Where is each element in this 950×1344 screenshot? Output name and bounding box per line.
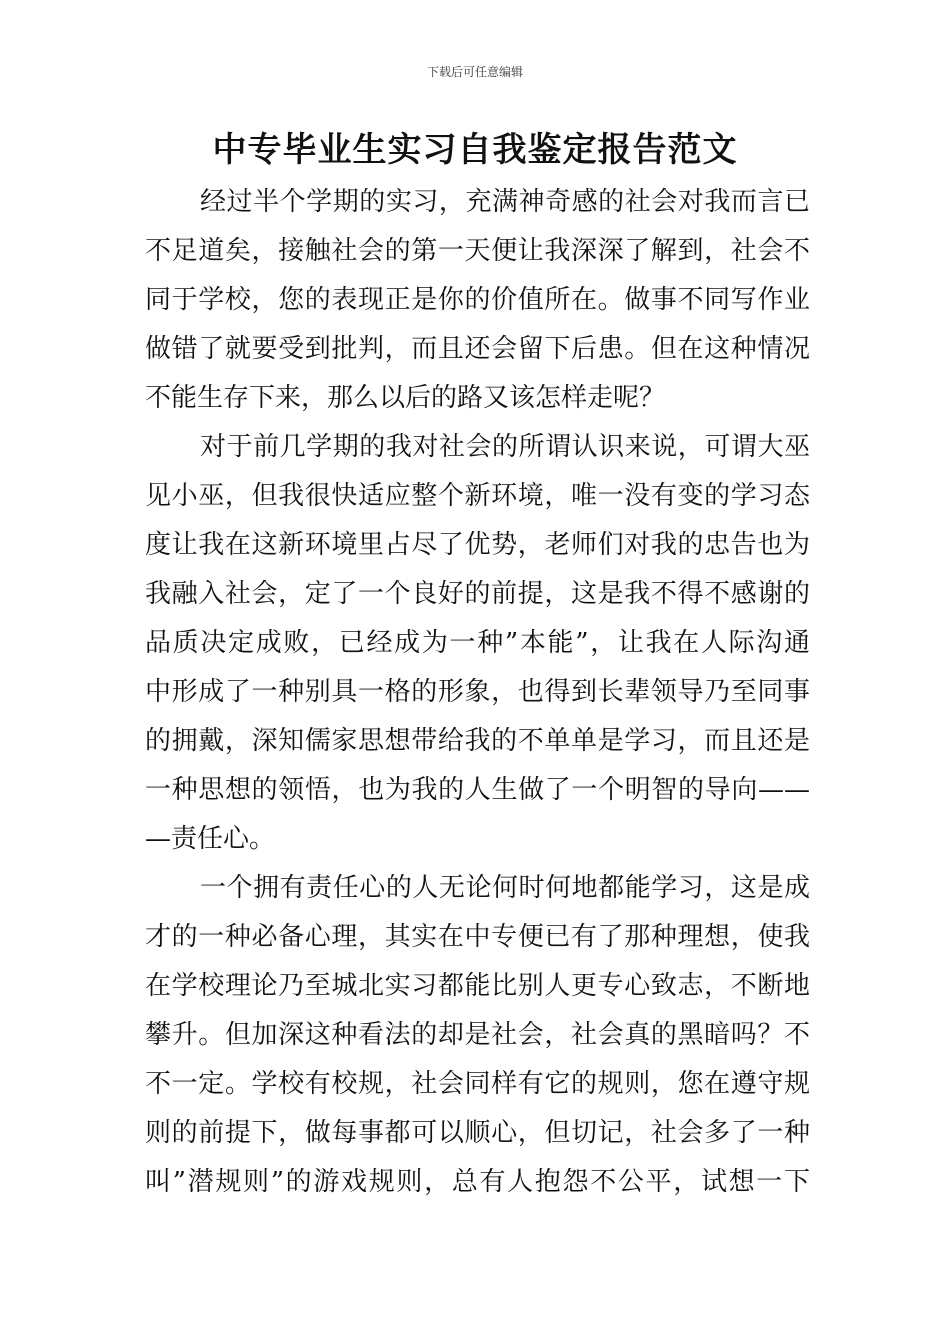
paragraph-line: 中形成了一种别具一格的形象，也得到长辈领导乃至同事: [145, 677, 810, 707]
document-title: 中专毕业生实习自我鉴定报告范文: [212, 130, 738, 170]
paragraph-line: 叫”潜规则”的游戏规则，总有人抱怨不公平，试想一下: [145, 1167, 810, 1197]
paragraph-line: 一个拥有责任心的人无论何时何地都能学习，这是成: [200, 873, 810, 903]
paragraph-2: [145, 423, 810, 864]
paragraph-line: 的拥戴，深知儒家思想带给我的不单单是学习，而且还是: [145, 726, 810, 756]
paragraph-line: 不足道矣，接触社会的第一天便让我深深了解到，社会不: [145, 236, 810, 266]
paragraph-line: 则的前提下，做每事都可以顺心，但切记，社会多了一种: [145, 1118, 810, 1148]
document-body: [145, 178, 810, 1207]
paragraph-line: 度让我在这新环境里占尽了优势，老师们对我的忠告也为: [145, 530, 810, 560]
paragraph-line: 攀升。但加深这种看法的却是社会，社会真的黑暗吗？不: [145, 1020, 810, 1050]
paragraph-3: [145, 864, 810, 1207]
paragraph-line: 我融入社会，定了一个良好的前提，这是我不得不感谢的: [145, 579, 810, 609]
paragraph-line: 在学校理论乃至城北实习都能比别人更专心致志，不断地: [145, 971, 810, 1001]
paragraph-line: 对于前几学期的我对社会的所谓认识来说，可谓大巫: [200, 432, 810, 462]
paragraph-line: 一种思想的领悟，也为我的人生做了一个明智的导向——: [145, 775, 810, 805]
paragraph-line: 不一定。学校有校规，社会同样有它的规则，您在遵守规: [145, 1069, 810, 1099]
paragraph-line: 品质决定成败，已经成为一种”本能”，让我在人际沟通: [145, 628, 810, 658]
header-note: 下载后可任意编辑: [426, 65, 523, 79]
paragraph-line: 做错了就要受到批判，而且还会留下后患。但在这种情况: [145, 334, 810, 364]
paragraph-line: 经过半个学期的实习，充满神奇感的社会对我而言已: [200, 187, 810, 217]
paragraph-line: 见小巫，但我很快适应整个新环境，唯一没有变的学习态: [145, 481, 810, 511]
paragraph-line: 不能生存下来，那么以后的路又该怎样走呢？: [145, 383, 666, 413]
paragraph-line: 才的一种必备心理，其实在中专便已有了那种理想，使我: [145, 922, 810, 952]
paragraph-1: [145, 178, 810, 423]
paragraph-line: 同于学校，您的表现正是你的价值所在。做事不同写作业: [145, 285, 810, 315]
paragraph-line: —责任心。: [145, 824, 276, 854]
